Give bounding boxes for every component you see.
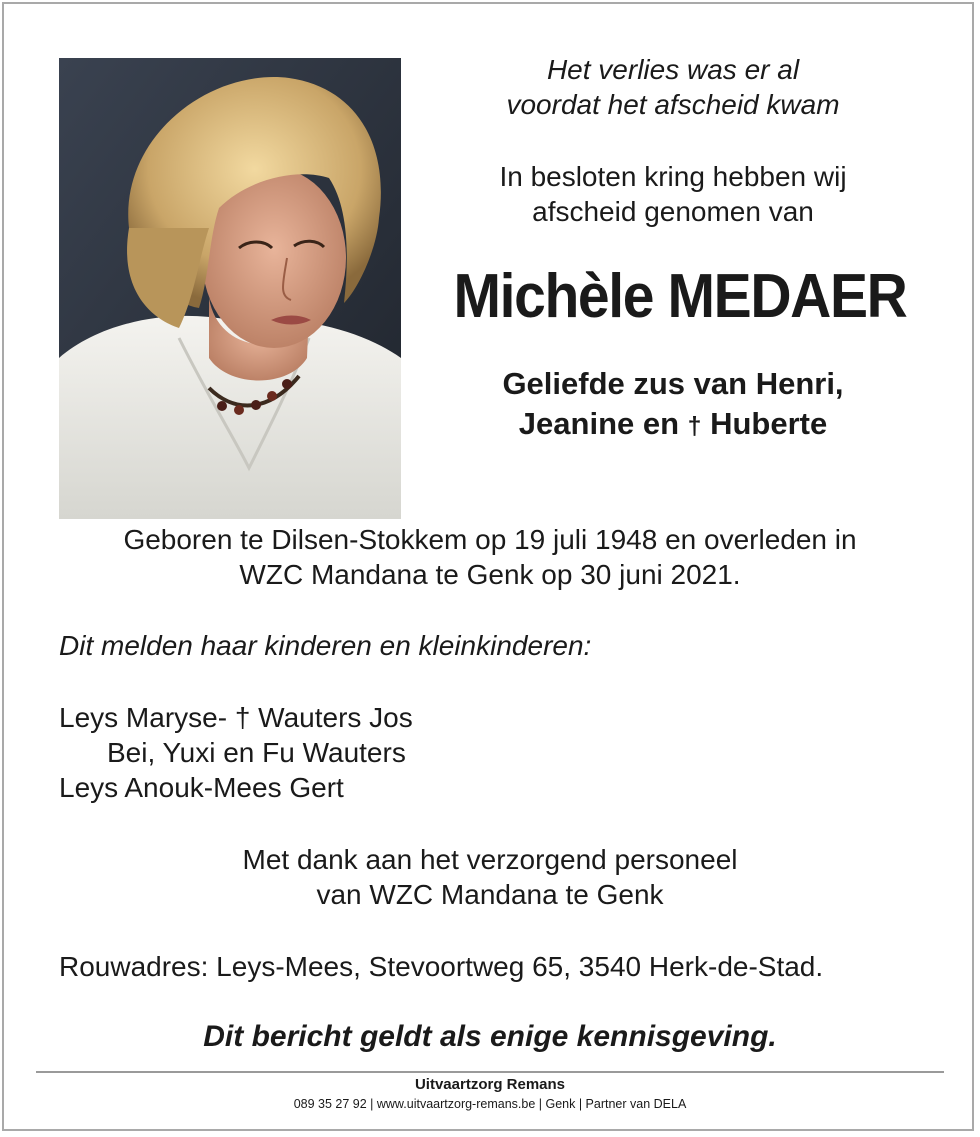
notice-text: Dit bericht geldt als enige kennisgeving.	[203, 1020, 777, 1053]
relation-line-2	[440, 404, 906, 447]
footer-company: Uitvaartzorg Remans	[414, 1076, 566, 1093]
thanks-line-1: Met dank aan het verzorgend personeel	[242, 844, 738, 875]
footer-contact: 089 35 27 92 | www.uitvaartzorg-remans.be | Genk | Partner van DELA	[293, 1097, 687, 1111]
family-row-1-start: Leys Maryse-	[59, 702, 235, 733]
relation-line-2-end: Huberte	[701, 406, 828, 441]
cross-icon: †	[687, 413, 702, 440]
birth-line-2: WZC Mandana te Genk op 30 juni 2021.	[239, 559, 741, 590]
intro-line-2: afscheid genomen van	[532, 196, 814, 227]
birth-line-1: Geboren te Dilsen-Stokkem op 19 juli 1948 en overleden in	[123, 524, 857, 555]
quote-line-2: voordat het afscheid kwam	[506, 89, 840, 120]
family-row-1	[59, 700, 413, 735]
intro-text	[440, 159, 906, 229]
quote-line-1: Het verlies was er al	[546, 54, 800, 85]
portrait-photo	[59, 58, 401, 519]
family-row-2: Bei, Yuxi en Fu Wauters	[107, 737, 406, 768]
deceased-name: Michèle MEDAER	[453, 262, 907, 331]
thanks-text	[40, 842, 940, 912]
birth-death-info	[40, 522, 940, 592]
relations	[440, 364, 906, 447]
thanks-line-2: van WZC Mandana te Genk	[316, 879, 664, 910]
family-row-3: Leys Anouk-Mees Gert	[59, 772, 344, 803]
footer-divider	[36, 1071, 944, 1073]
portrait-illustration	[59, 58, 401, 519]
announcement: Dit melden haar kinderen en kleinkinderen:	[59, 630, 592, 661]
intro-line-1: In besloten kring hebben wij	[499, 161, 847, 192]
condolence-address: Rouwadres: Leys-Mees, Stevoortweg 65, 3540 Herk-de-Stad.	[59, 951, 824, 982]
relation-line-1: Geliefde zus van Henri,	[502, 366, 844, 401]
family-row-1-end: Wauters Jos	[250, 702, 413, 733]
relation-line-2-start: Jeanine en	[518, 406, 688, 441]
quote	[440, 52, 906, 122]
family-list	[59, 700, 413, 805]
cross-icon: †	[234, 702, 251, 733]
